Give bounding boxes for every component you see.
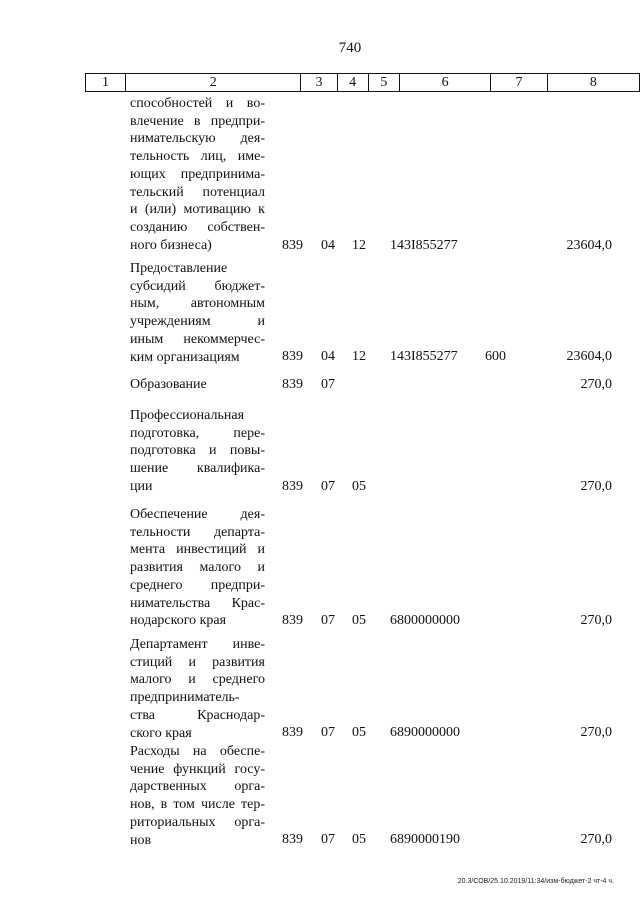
table-row — [0, 636, 640, 742]
description-line: субсидий бюджет- — [130, 278, 265, 294]
col-header-4: 4 — [337, 74, 368, 92]
description-line: и (или) мотивацию к — [130, 202, 265, 218]
table-row — [0, 376, 640, 394]
col-header-3: 3 — [301, 74, 337, 92]
description-line: чение функций госу- — [130, 761, 265, 777]
code-subsection: 05 — [352, 725, 366, 741]
table-row — [0, 260, 640, 366]
col-header-7: 7 — [491, 74, 547, 92]
code-section: 04 — [321, 349, 335, 365]
col-header-6: 6 — [400, 74, 491, 92]
code-ministry: 839 — [282, 349, 303, 365]
description-line: тельности департа- — [130, 524, 265, 540]
description-line: шение квалифика- — [130, 461, 265, 477]
description-line: развития малого и — [130, 560, 265, 576]
code-subsection: 05 — [352, 613, 366, 629]
amount: 270,0 — [580, 376, 612, 392]
description-line: ным, автономным — [130, 296, 265, 312]
description-line: ции — [130, 478, 153, 494]
amount: 23604,0 — [566, 237, 612, 253]
code-ministry: 839 — [282, 832, 303, 848]
code-ministry: 839 — [282, 376, 303, 392]
row-description — [130, 506, 265, 630]
table-row — [0, 407, 640, 496]
row-description — [130, 743, 265, 849]
description-line: иным некоммерчес- — [130, 331, 265, 347]
description-line: Профессиональная — [130, 408, 245, 423]
table-row — [0, 743, 640, 849]
col-header-1: 1 — [86, 74, 126, 92]
code-section: 04 — [321, 237, 335, 253]
description-line: тельский потенциал — [130, 184, 265, 200]
code-target-article: 6890000190 — [390, 832, 460, 848]
code-ministry: 839 — [282, 478, 303, 494]
code-section: 07 — [321, 832, 335, 848]
description-line: нов, в том числе тер- — [130, 797, 265, 813]
description-line: нов — [130, 832, 152, 848]
column-header-table — [85, 73, 640, 92]
code-target-article: 6800000000 — [390, 613, 460, 629]
code-subsection: 12 — [352, 349, 366, 365]
description-line: Департамент инве- — [130, 637, 265, 652]
code-ministry: 839 — [282, 725, 303, 741]
col-header-2: 2 — [125, 74, 301, 92]
description-line: подготовка, пере- — [130, 425, 265, 441]
description-line: подготовка и повы- — [130, 443, 265, 459]
description-line: Предоставление — [130, 261, 228, 276]
code-target-article: 6890000000 — [390, 725, 460, 741]
code-ministry: 839 — [282, 613, 303, 629]
row-description — [130, 376, 265, 394]
description-line: дарственных орга- — [130, 779, 265, 795]
code-ministry: 839 — [282, 237, 303, 253]
code-expense-type: 600 — [485, 349, 506, 365]
code-subsection: 05 — [352, 832, 366, 848]
column-header-row — [86, 74, 640, 92]
code-target-article: 143I855277 — [390, 237, 458, 253]
description-line: нимательскую дея- — [130, 131, 265, 147]
row-description — [130, 95, 265, 254]
description-line: малого и среднего — [130, 672, 265, 688]
row-description — [130, 260, 265, 366]
description-line: влечение в предпри- — [130, 113, 265, 129]
description-line: стиций и развития — [130, 654, 265, 670]
description-line: Образование — [130, 377, 207, 392]
page-number: 740 — [338, 40, 362, 56]
amount: 23604,0 — [566, 349, 612, 365]
description-line: созданию собствен- — [130, 219, 265, 235]
description-line: риториальных орга- — [130, 814, 265, 830]
col-header-8: 8 — [547, 74, 639, 92]
description-line: мента инвестиций и — [130, 542, 265, 558]
description-line: Расходы на обеспе- — [130, 744, 265, 759]
code-subsection: 12 — [352, 237, 366, 253]
code-target-article: 143I855277 — [390, 349, 458, 365]
code-section: 07 — [321, 478, 335, 494]
document-footer-code: 20.3/СОВ/25.10.2019/11:34/изм-бюджет-2 чт-4 ч. — [457, 878, 614, 885]
description-line: ства Краснодар- — [130, 707, 265, 723]
amount: 270,0 — [580, 613, 612, 629]
description-line: предприниматель- — [130, 690, 240, 706]
amount: 270,0 — [580, 832, 612, 848]
code-section: 07 — [321, 725, 335, 741]
description-line: Обеспечение дея- — [130, 507, 265, 522]
description-line: ким организациям — [130, 349, 240, 365]
code-subsection: 05 — [352, 478, 366, 494]
code-section: 07 — [321, 376, 335, 392]
description-line: тельность лиц, име- — [130, 149, 265, 165]
table-row — [0, 506, 640, 630]
description-line: ского края — [130, 725, 192, 741]
amount: 270,0 — [580, 725, 612, 741]
code-section: 07 — [321, 613, 335, 629]
table-row — [0, 95, 640, 254]
description-line: среднего предпри- — [130, 577, 265, 593]
description-line: нимательства Крас- — [130, 595, 265, 611]
description-line: нодарского края — [130, 613, 227, 629]
col-header-5: 5 — [368, 74, 399, 92]
description-line: ного бизнеса) — [130, 237, 212, 253]
row-description — [130, 636, 265, 742]
row-description — [130, 407, 265, 496]
description-line: ющих предпринима- — [130, 166, 265, 182]
description-line: способностей и во- — [130, 96, 265, 111]
description-line: учреждениям и — [130, 314, 265, 330]
amount: 270,0 — [580, 478, 612, 494]
